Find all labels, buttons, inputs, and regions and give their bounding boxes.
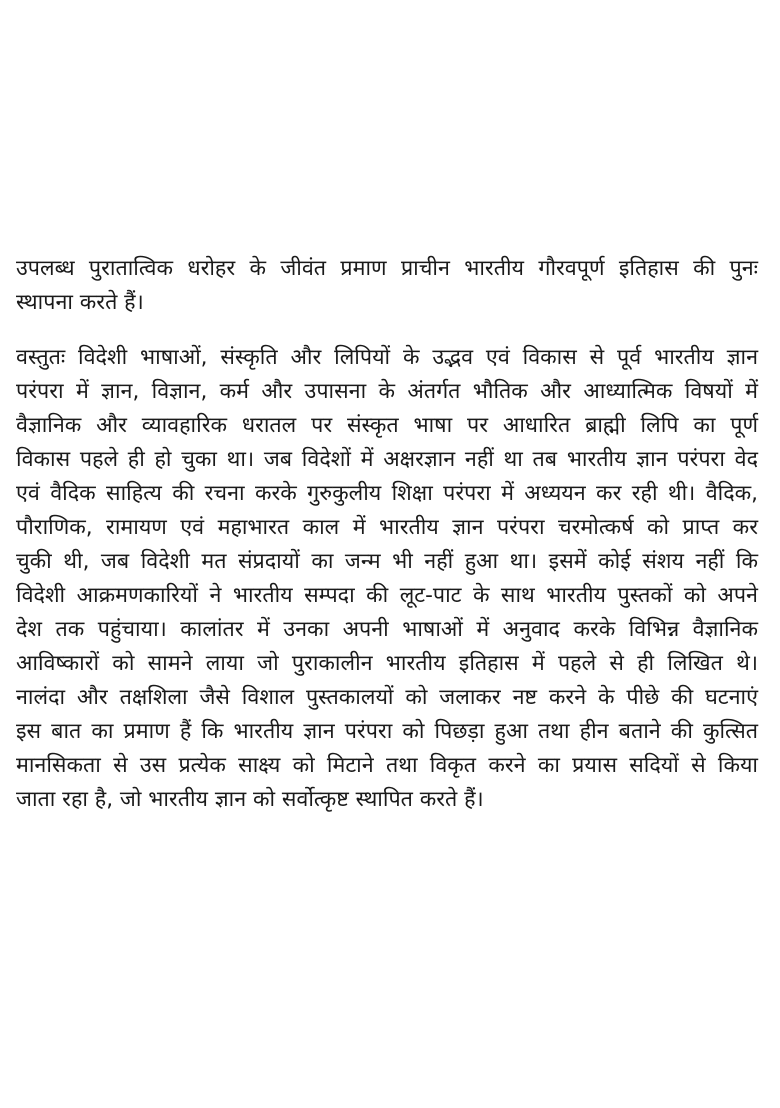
paragraph-2 bbox=[16, 341, 758, 817]
text-line: स्थापना करते हैं। bbox=[16, 290, 144, 315]
text-line: मानसिकता से उस प्रत्येक साक्ष्य को मिटाने तथा विकृत करने का प्रयास सदियों से किया bbox=[16, 753, 758, 778]
text-line: परंपरा में ज्ञान, विज्ञान, कर्म और उपासना के अंतर्गत भौतिक और आध्यात्मिक विषयों में bbox=[16, 379, 758, 404]
text-line: जाता रहा है, जो भारतीय ज्ञान को सर्वोत्कृष्ट स्थापित करते हैं। bbox=[16, 787, 484, 812]
document-page bbox=[16, 252, 758, 817]
text-line: एवं वैदिक साहित्य की रचना करके गुरुकुलीय शिक्षा परंपरा में अध्ययन कर रही थी। वैदिक, bbox=[16, 481, 758, 506]
text-line: विकास पहले ही हो चुका था। जब विदेशों में अक्षरज्ञान नहीं था तब भारतीय ज्ञान परंपरा वेद bbox=[16, 447, 758, 472]
text-line: वस्तुतः विदेशी भाषाओं, संस्कृति और लिपियों के उद्भव एवं विकास से पूर्व भारतीय ज्ञान bbox=[16, 345, 758, 370]
text-line: वैज्ञानिक और व्यावहारिक धरातल पर संस्कृत भाषा पर आधारित ब्राह्मी लिपि का पूर्ण bbox=[16, 413, 758, 438]
text-line: इस बात का प्रमाण हैं कि भारतीय ज्ञान परंपरा को पिछड़ा हुआ तथा हीन बताने की कुत्सित bbox=[16, 719, 758, 744]
text-line: विदेशी आक्रमणकारियों ने भारतीय सम्पदा की लूट-पाट के साथ भारतीय पुस्तकों को अपने bbox=[16, 583, 758, 608]
text-line: देश तक पहुंचाया। कालांतर में उनका अपनी भाषाओं में अनुवाद करके विभिन्न वैज्ञानिक bbox=[16, 617, 758, 642]
text-line: पौराणिक, रामायण एवं महाभारत काल में भारतीय ज्ञान परंपरा चरमोत्कर्ष को प्राप्त कर bbox=[16, 515, 758, 540]
text-line: चुकी थी, जब विदेशी मत संप्रदायों का जन्म भी नहीं हुआ था। इसमें कोई संशय नहीं कि bbox=[16, 549, 758, 574]
text-line: आविष्कारों को सामने लाया जो पुराकालीन भारतीय इतिहास में पहले से ही लिखित थे। bbox=[16, 651, 758, 676]
text-line: उपलब्ध पुरातात्विक धरोहर के जीवंत प्रमाण प्राचीन भारतीय गौरवपूर्ण इतिहास की पुनः bbox=[16, 256, 758, 281]
text-line: नालंदा और तक्षशिला जैसे विशाल पुस्तकालयों को जलाकर नष्ट करने के पीछे की घटनाएं bbox=[16, 685, 758, 710]
paragraph-1 bbox=[16, 252, 758, 320]
